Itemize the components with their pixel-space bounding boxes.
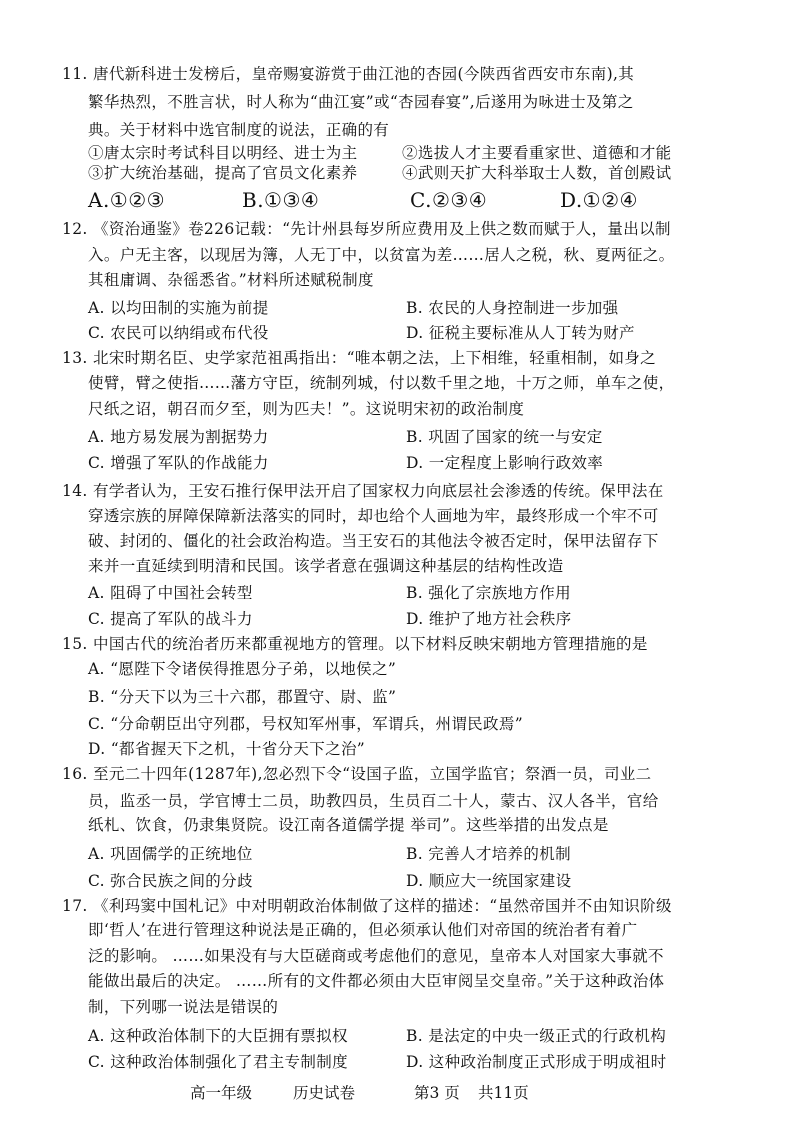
question-15-stem: 15. 中国古代的统治者历来都重视地方的管理。以下材料反映宋朝地方管理措施的是 bbox=[62, 635, 648, 653]
question-15-option-a: A. “愿陛下令诸侯得推恩分子弟，以地侯之” bbox=[88, 660, 397, 678]
question-11-option-a: A.①②③ bbox=[88, 188, 166, 212]
question-14-stem: 14. 有学者认为，王安石推行保甲法开启了国家权力向底层社会渗透的传统。保甲法在 bbox=[62, 482, 664, 500]
question-17-option-d: D. 这种政治制度正式形成于明成祖时 bbox=[406, 1053, 667, 1071]
footer-subject: 历史试卷 bbox=[293, 1084, 356, 1102]
question-11-stem: 繁华热烈，不胜言状，时人称为“曲江宴”或“杏园春宴”,后遂用为咏进士及第之 bbox=[88, 93, 634, 111]
question-17-stem: 17. 《利玛窦中国札记》中对明朝政治体制做了这样的描述：“虽然帝国并不由知识阶级 bbox=[62, 897, 672, 915]
question-13-stem: 13. 北宋时期名臣、史学家范祖禹指出：“唯本朝之法，上下相维，轻重相制，如身之 bbox=[62, 349, 657, 367]
question-17-stem: 能做出最后的决定。 ……所有的文件都必须由大臣审阅呈交皇帝。”关于这种政治体 bbox=[88, 972, 665, 990]
question-13-stem: 尺纸之诏，朝召而夕至，则为匹夫！”。这说明宋初的政治制度 bbox=[88, 400, 525, 418]
question-11-statement-4: ④武则天扩大科举取士人数，首创殿试 bbox=[402, 164, 672, 182]
question-15-option-b: B. “分天下以为三十六郡，郡置守、尉、监” bbox=[88, 688, 397, 706]
question-11-statement-1: ①唐太宗时考试科目以明经、进士为主 bbox=[88, 144, 358, 162]
question-14-option-c: C. 提高了军队的战斗力 bbox=[88, 610, 253, 628]
question-17-stem: 即‘哲人’在进行管理这种说法是正确的，但必须承认他们对帝国的统治者有着广 bbox=[88, 921, 638, 939]
question-14-stem: 破、封闭的、僵化的社会政治构造。当王安石的其他法令被否定时，保甲法留存下 bbox=[88, 532, 659, 550]
question-17-option-b: B. 是法定的中央一级正式的行政机构 bbox=[406, 1027, 667, 1045]
question-17-option-a: A. 这种政治体制下的大臣拥有票拟权 bbox=[88, 1027, 348, 1045]
footer-page-total: 共11页 bbox=[478, 1084, 529, 1102]
question-11-stem: 典。关于材料中选官制度的说法，正确的有 bbox=[88, 121, 390, 139]
question-12-option-a: A. 以均田制的实施为前提 bbox=[88, 299, 269, 317]
question-14-option-d: D. 维护了地方社会秩序 bbox=[406, 610, 572, 628]
question-13-option-b: B. 巩固了国家的统一与安定 bbox=[406, 428, 603, 446]
question-16-option-b: B. 完善人才培养的机制 bbox=[406, 845, 571, 863]
question-14-option-a: A. 阻碍了中国社会转型 bbox=[88, 584, 253, 602]
question-13-stem: 使臂，臂之使指……藩方守臣，统制列城，付以数千里之地，十万之师，单车之使， bbox=[88, 374, 675, 392]
question-11-option-c: C.②③④ bbox=[410, 188, 488, 212]
question-17-stem: 制，下列哪一说法是错误的 bbox=[88, 998, 279, 1016]
question-12-stem: 入。户无主客，以现居为簿，人无丁中，以贫富为差……居人之税，秋、夏两征之。 bbox=[88, 246, 675, 264]
question-11-stem: 11. 唐代新科进士发榜后，皇帝赐宴游赏于曲江池的杏园(今陕西省西安市东南),其 bbox=[62, 65, 635, 83]
question-17-stem: 泛的影响。 ……如果没有与大臣磋商或考虑他们的意见，皇帝本人对国家大事就不 bbox=[88, 947, 664, 965]
question-12-option-d: D. 征税主要标准从人丁转为财产 bbox=[406, 324, 635, 342]
question-13-option-d: D. 一定程度上影响行政效率 bbox=[406, 454, 604, 472]
question-14-stem: 穿透宗族的屏障保障新法落实的同时，却也给个人画地为牢，最终形成一个牢不可 bbox=[88, 507, 659, 525]
question-16-stem: 纸札、饮食，仍隶集贤院。设江南各道儒学提 举司”。这些举措的出发点是 bbox=[88, 816, 609, 834]
question-11-statement-3: ③扩大统治基础，提高了官员文化素养 bbox=[88, 164, 358, 182]
question-16-option-a: A. 巩固儒学的正统地位 bbox=[88, 845, 253, 863]
question-16-stem: 员，监丞一员，学官博士二员，助教四员，生员百二十人，蒙古、汉人各半，官给 bbox=[88, 792, 659, 810]
question-15-option-c: C. “分命朝臣出守列郡，号权知军州事，军谓兵，州谓民政焉” bbox=[88, 715, 524, 733]
footer-grade: 高一年级 bbox=[190, 1084, 253, 1102]
question-12-stem: 12. 《资治通鉴》卷226记载：“先计州县每岁所应费用及上供之数而赋于人，量出以制 bbox=[62, 220, 671, 238]
question-17-option-c: C. 这种政治体制强化了君主专制制度 bbox=[88, 1053, 348, 1071]
question-13-option-c: C. 增强了军队的作战能力 bbox=[88, 454, 269, 472]
question-15-option-d: D. “都省握天下之机，十省分天下之治” bbox=[88, 740, 366, 758]
question-12-option-b: B. 农民的人身控制进一步加强 bbox=[406, 299, 619, 317]
question-12-option-c: C. 农民可以纳绢或布代役 bbox=[88, 324, 269, 342]
question-16-option-c: C. 弥合民族之间的分歧 bbox=[88, 872, 253, 890]
question-16-stem: 16. 至元二十四年(1287年),忽必烈下令“设国子监，立国学监官；祭酒一员，司业二 bbox=[62, 765, 652, 783]
question-14-stem: 来并一直延续到明清和民国。该学者意在强调这种基层的结构性改造 bbox=[88, 557, 564, 575]
question-11-option-d: D.①②④ bbox=[560, 188, 638, 212]
question-11-option-b: B.①③④ bbox=[242, 188, 320, 212]
question-11-statement-2: ②选拔人才主要看重家世、道德和才能 bbox=[402, 144, 672, 162]
question-16-option-d: D. 顺应大一统国家建设 bbox=[406, 872, 572, 890]
question-13-option-a: A. 地方易发展为割据势力 bbox=[88, 428, 269, 446]
footer-page-number: 第3 页 bbox=[414, 1084, 460, 1102]
question-14-option-b: B. 强化了宗族地方作用 bbox=[406, 584, 571, 602]
question-12-stem: 其租庸调、杂徭悉省。”材料所述赋税制度 bbox=[88, 271, 374, 289]
